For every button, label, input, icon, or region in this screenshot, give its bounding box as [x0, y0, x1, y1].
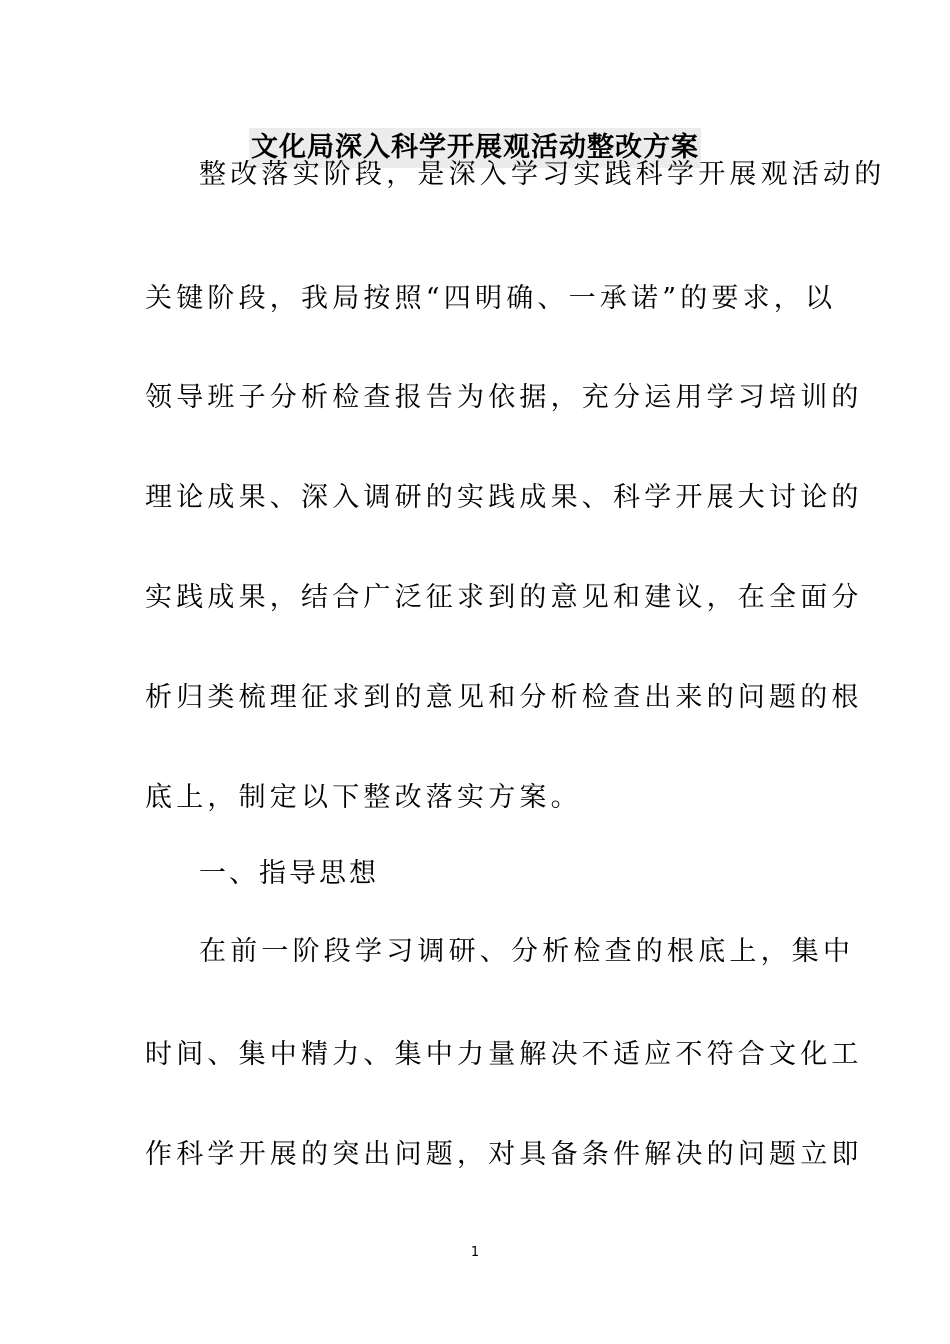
- paragraph-line-10: 作科学开展的突出问题，对具备条件解决的问题立即: [145, 1139, 863, 1170]
- section-heading: 一、指导思想: [199, 858, 379, 889]
- paragraph-line-6: 析归类梳理征求到的意见和分析检查出来的问题的根: [145, 682, 863, 713]
- paragraph-line-4: 理论成果、深入调研的实践成果、科学开展大讨论的: [145, 482, 863, 513]
- paragraph-line-3: 领导班子分析检查报告为依据，充分运用学习培训的: [145, 382, 863, 413]
- paragraph-line-1: 整改落实阶段，是深入学习实践科学开展观活动的: [199, 159, 886, 190]
- paragraph-line-9: 时间、集中精力、集中力量解决不适应不符合文化工: [145, 1039, 863, 1070]
- paragraph-line-2: 关键阶段，我局按照“四明确、一承诺”的要求，以: [145, 283, 837, 314]
- page-number: 1: [470, 1245, 480, 1260]
- paragraph-line-8: 在前一阶段学习调研、分析检查的根底上，集中: [199, 936, 855, 967]
- document-title-text: 文化局深入科学开展观活动整改方案: [249, 128, 701, 168]
- paragraph-line-5: 实践成果，结合广泛征求到的意见和建议，在全面分: [145, 582, 863, 613]
- paragraph-line-7: 底上，制定以下整改落实方案。: [145, 782, 582, 813]
